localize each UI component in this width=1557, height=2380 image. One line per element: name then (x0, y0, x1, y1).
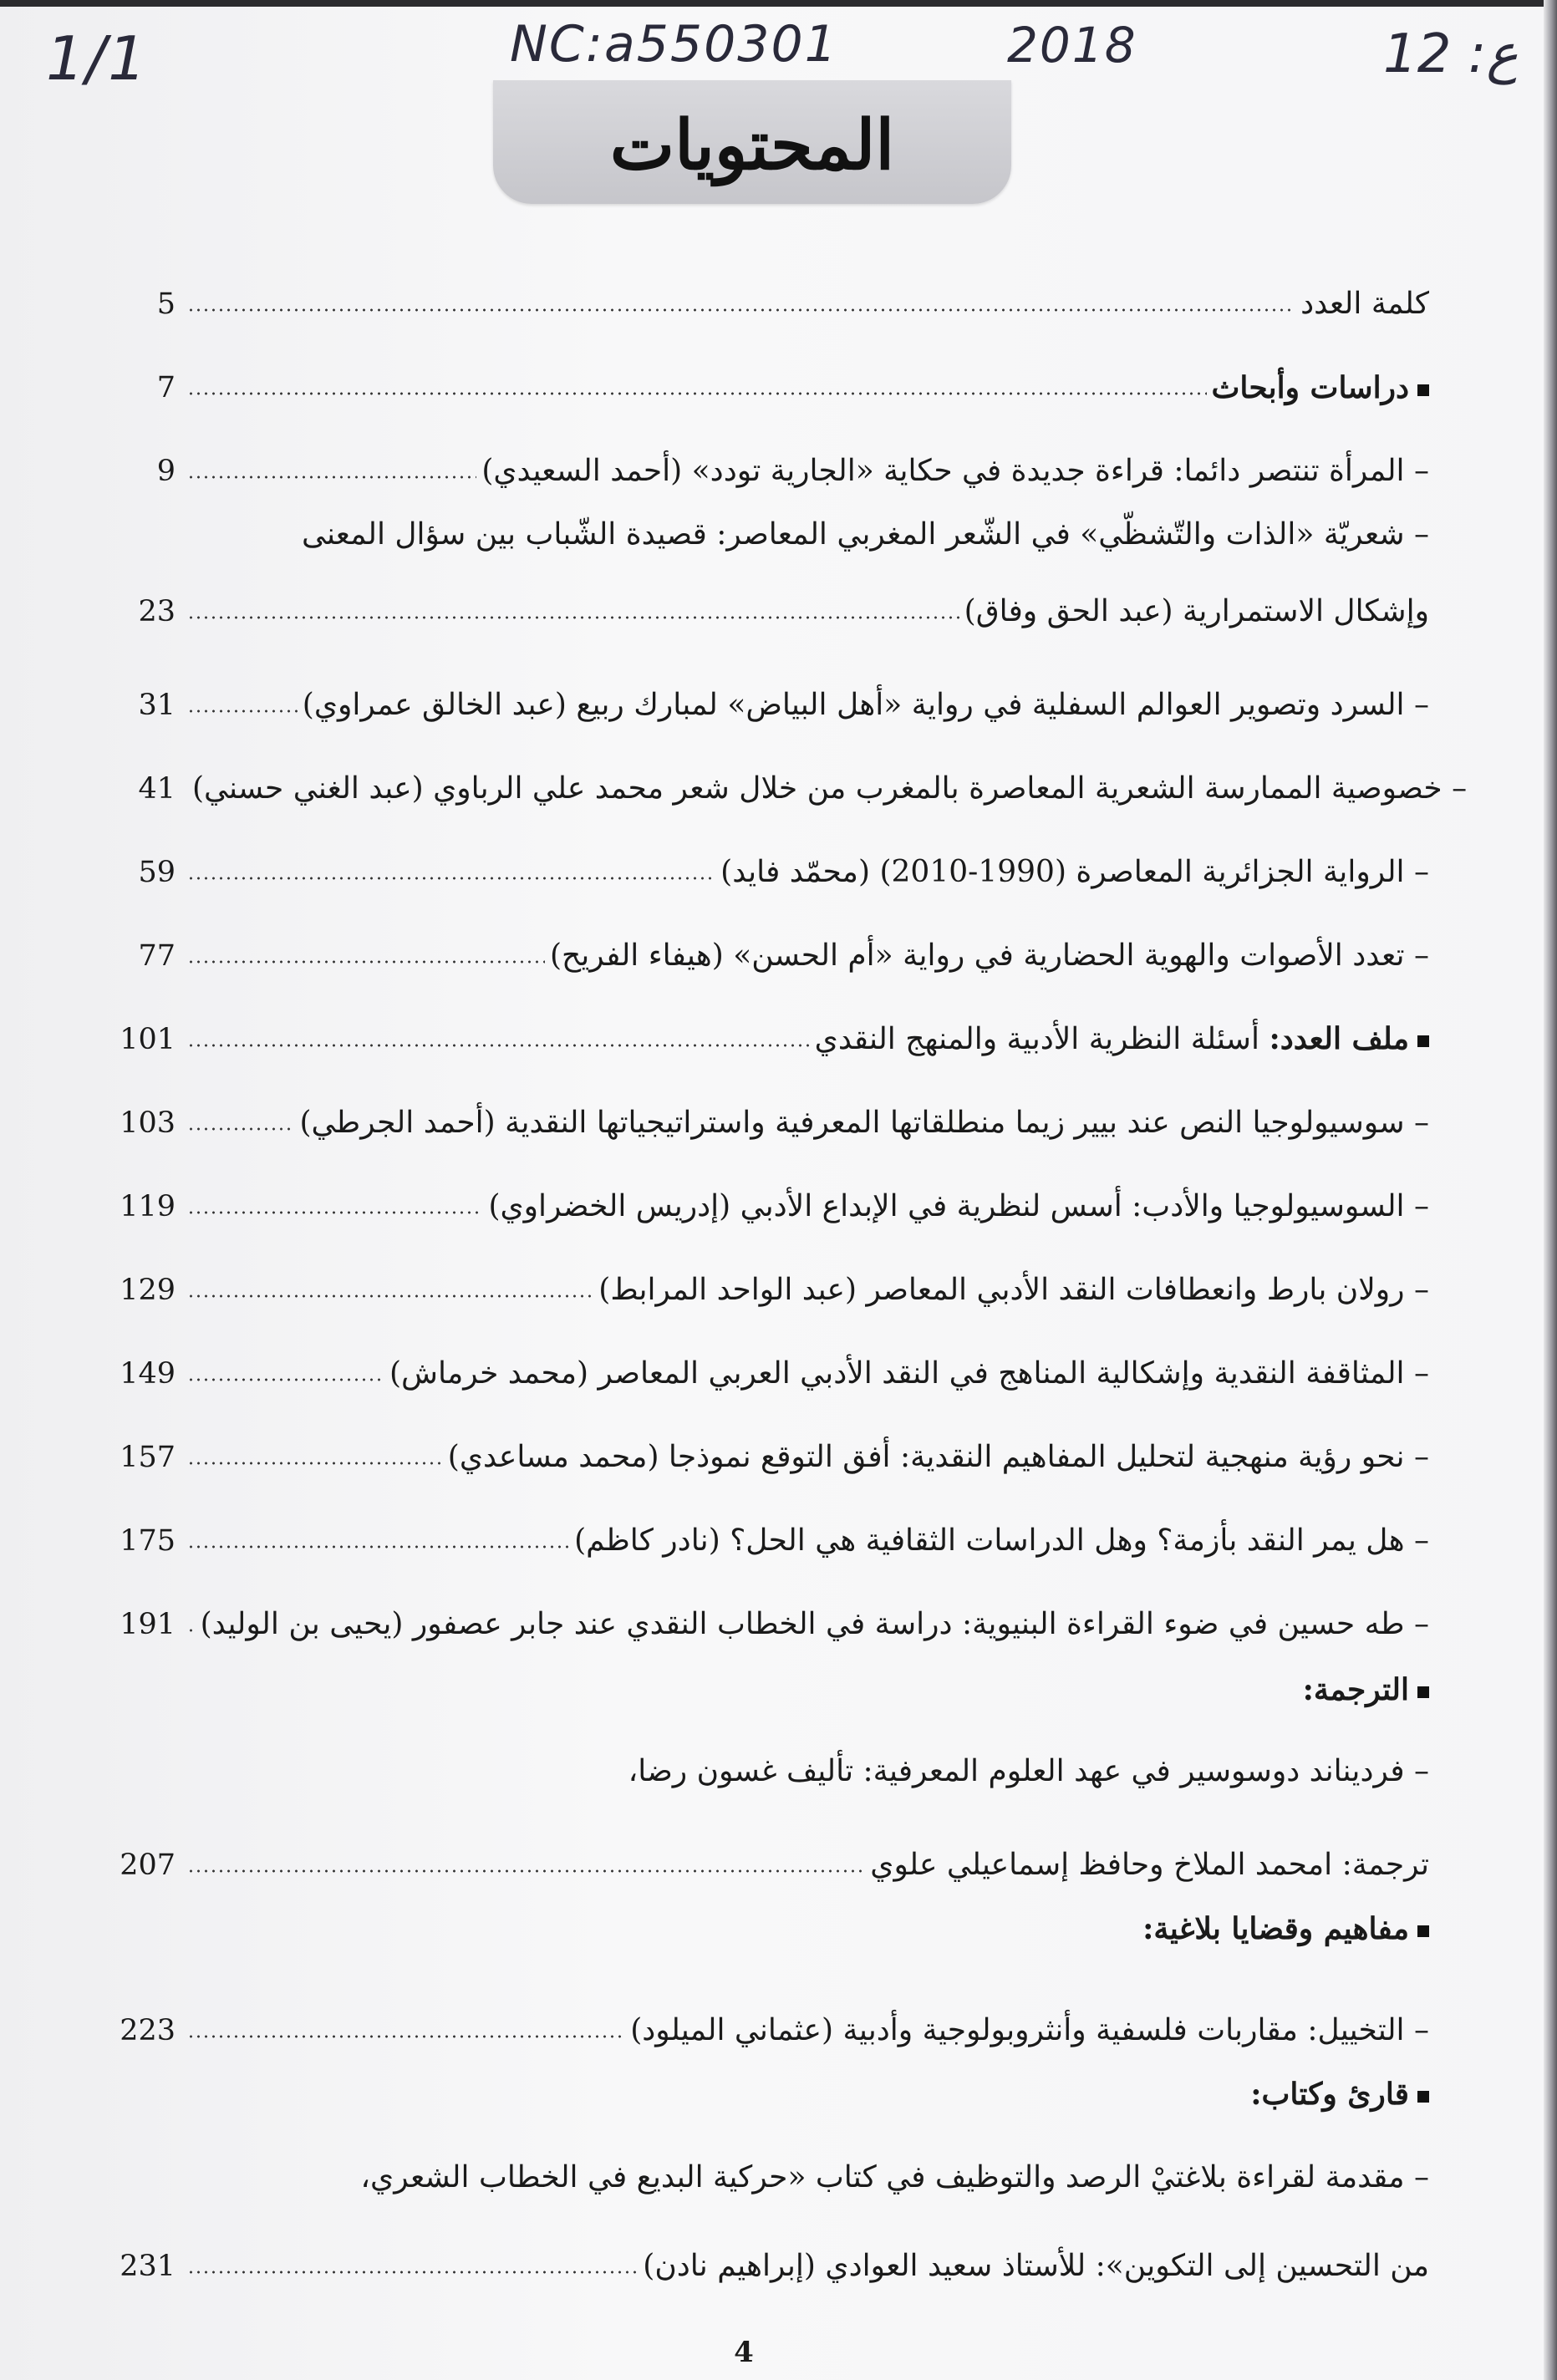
toc-page-number: 129 (120, 1274, 176, 1307)
section-heading: دراسات وأبحاث (1212, 373, 1429, 403)
toc-row[interactable] (84, 913, 1429, 971)
toc-page-number: 157 (120, 1441, 176, 1474)
toc-page-number: 77 (138, 939, 176, 973)
toc-row[interactable] (84, 1330, 1429, 1389)
section-heading: ملف العدد: أسئلة النظرية الأدبية والمنهج النقدي (815, 1024, 1429, 1055)
toc-entry-title-line1[interactable]: – شعريّة «الذات والتّشظّي» في الشّعر المغربي المعاصر: قصيدة الشّباب بين سؤال المعنى (301, 517, 1429, 552)
toc-row[interactable] (84, 1080, 1429, 1138)
toc-row[interactable] (84, 1498, 1429, 1556)
leader-dots (187, 1294, 593, 1299)
toc-entry-title: – تعدد الأصوات والهوية الحضارية في رواية «أم الحسن» (هيفاء الفريح) (549, 938, 1429, 973)
toc-row[interactable] (84, 2223, 1429, 2281)
toc-page-number: 5 (156, 287, 176, 321)
leader-dots (187, 1869, 865, 1874)
section-heading-concepts: مفاهيم وقضايا بلاغية: (1142, 1914, 1429, 1944)
leader-dots (187, 959, 545, 964)
toc-page-number: 119 (120, 1190, 176, 1223)
leader-dots (187, 2034, 625, 2039)
toc-entry-title: – السرد وتصوير العوالم السفلية في رواية «أهل البياض» لمبارك ربيع (عبد الخالق عمراوي) (302, 688, 1429, 722)
toc-page-number: 23 (138, 595, 176, 628)
leader-dots (187, 876, 715, 881)
toc-row[interactable] (84, 428, 1429, 486)
square-bullet-icon (1417, 384, 1429, 396)
toc-entry-title: – المرأة تنتصر دائما: قراءة جديدة في حكاية «الجارية تودد» (أحمد السعيدي) (481, 454, 1429, 488)
handwritten-annotation-left: 1/1 (46, 23, 148, 94)
toc-page-number: 59 (138, 856, 176, 889)
toc-row-intro[interactable] (84, 261, 1429, 319)
square-bullet-icon (1417, 1686, 1429, 1698)
toc-entry-title: – هل يمر النقد بأزمة؟ وهل الدراسات الثقافية هي الحل؟ (نادر كاظم) (574, 1523, 1429, 1558)
toc-row[interactable] (84, 568, 1429, 627)
leader-dots (187, 475, 476, 480)
square-bullet-icon (1417, 2091, 1429, 2103)
toc-entry-title: – الرواية الجزائرية المعاصرة (1990-2010) (محمّد فايد) (720, 855, 1429, 889)
toc-page-number: 31 (138, 689, 176, 722)
handwritten-issue-number: ع: 12 (1383, 23, 1519, 85)
toc-page-number: 103 (120, 1106, 176, 1140)
handwritten-catalog-id: NC:a550301 (510, 15, 838, 74)
toc-page-number: 191 (120, 1608, 176, 1641)
leader-dots (187, 391, 1207, 396)
leader-dots (187, 2270, 638, 2275)
toc-section-file[interactable] (84, 996, 1429, 1055)
leader-dots (187, 1461, 443, 1466)
toc-entry-title: – طه حسين في ضوء القراءة البنيوية: دراسة في الخطاب النقدي عند جابر عصفور (يحيى بن الوليد) (200, 1607, 1429, 1641)
toc-entry-title: – سوسيولوجيا النص عند بيير زيما منطلقاتها المعرفية واستراتيجياتها النقدية (أحمد الجرطي) (299, 1106, 1429, 1140)
handwritten-year: 2018 (1007, 17, 1137, 74)
toc-row[interactable] (84, 1163, 1429, 1222)
toc-section-studies[interactable] (84, 344, 1429, 403)
toc-entry-title-line2: وإشكال الاستمرارية (عبد الحق وفاق) (964, 594, 1429, 628)
leader-dots (187, 1628, 196, 1633)
page-title: المحتويات (609, 105, 895, 186)
leader-dots (187, 308, 1295, 313)
toc-entry-title-line1[interactable]: – فرديناند دوسوسير في عهد العلوم المعرفية: تأليف غسون رضا، (628, 1754, 1429, 1788)
toc-entry-title-line2: ترجمة: امحمد الملاخ وحافظ إسماعيلي علوي (870, 1848, 1429, 1882)
section-heading-translation: الترجمة: (1303, 1675, 1429, 1705)
title-tab (493, 80, 1011, 204)
toc-page-number: 9 (156, 455, 176, 488)
toc-page-number: 175 (120, 1524, 176, 1558)
toc-row[interactable] (84, 829, 1429, 887)
toc-page-number: 101 (120, 1023, 176, 1056)
section-heading-reader: قارئ وكتاب: (1250, 2079, 1429, 2109)
toc-row[interactable] (84, 662, 1429, 720)
square-bullet-icon (1417, 1035, 1429, 1047)
leader-dots (187, 1126, 295, 1132)
toc-entry-title-line1[interactable]: – مقدمة لقراءة بلاغتيْ الرصد والتوظيف في كتاب «حركية البديع في الخطاب الشعري، (360, 2160, 1429, 2194)
toc-row[interactable] (84, 1581, 1429, 1640)
leader-dots (187, 709, 298, 714)
scan-top-edge (0, 0, 1557, 7)
toc-row[interactable] (84, 745, 1468, 806)
toc-page-number: 231 (120, 2250, 176, 2283)
toc-entry-title: – خصوصية الممارسة الشعرية المعاصرة بالمغرب من خلال شعر محمد علي الرباوي (عبد الغني حسني) (192, 771, 1468, 806)
leader-dots (187, 1377, 384, 1382)
toc-row[interactable] (84, 1247, 1429, 1305)
toc-page-number: 41 (138, 772, 176, 806)
toc-page-number: 207 (120, 1849, 176, 1882)
toc-entry-title: – نحو رؤية منهجية لتحليل المفاهيم النقدية: أفق التوقع نموذجا (محمد مساعدي) (447, 1440, 1429, 1474)
toc-row[interactable] (84, 1414, 1429, 1472)
toc-row[interactable] (84, 1822, 1429, 1880)
toc-entry-title: – المثاقفة النقدية وإشكالية المناهج في النقد الأدبي العربي المعاصر (محمد خرماش) (389, 1356, 1429, 1391)
toc-page-number: 149 (120, 1357, 176, 1391)
toc-entry-title: – السوسيولوجيا والأدب: أسس لنظرية في الإبداع الأدبي (إدريس الخضراوي) (488, 1189, 1429, 1223)
scan-right-edge (1544, 0, 1557, 2380)
toc-page-number: 223 (120, 2014, 176, 2047)
leader-dots (187, 615, 959, 620)
toc-entry-title: – التخييل: مقاربات فلسفية وأنثروبولوجية وأدبية (عثماني الميلود) (630, 2013, 1429, 2047)
toc-entry-title-line2: من التحسين إلى التكوين»: للأستاذ سعيد العوادي (إبراهيم نادن) (643, 2249, 1429, 2283)
toc-entry-title: – رولان بارط وانعطافات النقد الأدبي المعاصر (عبد الواحد المرابط) (598, 1273, 1429, 1307)
square-bullet-icon (1417, 1925, 1429, 1937)
leader-dots (187, 1043, 810, 1048)
toc-row[interactable] (84, 1987, 1429, 2046)
leader-dots (187, 1544, 569, 1549)
toc-entry-title: كلمة العدد (1300, 287, 1429, 321)
page-number: 4 (734, 2336, 754, 2369)
leader-dots (187, 1210, 483, 1215)
toc-page-number: 7 (156, 371, 176, 404)
